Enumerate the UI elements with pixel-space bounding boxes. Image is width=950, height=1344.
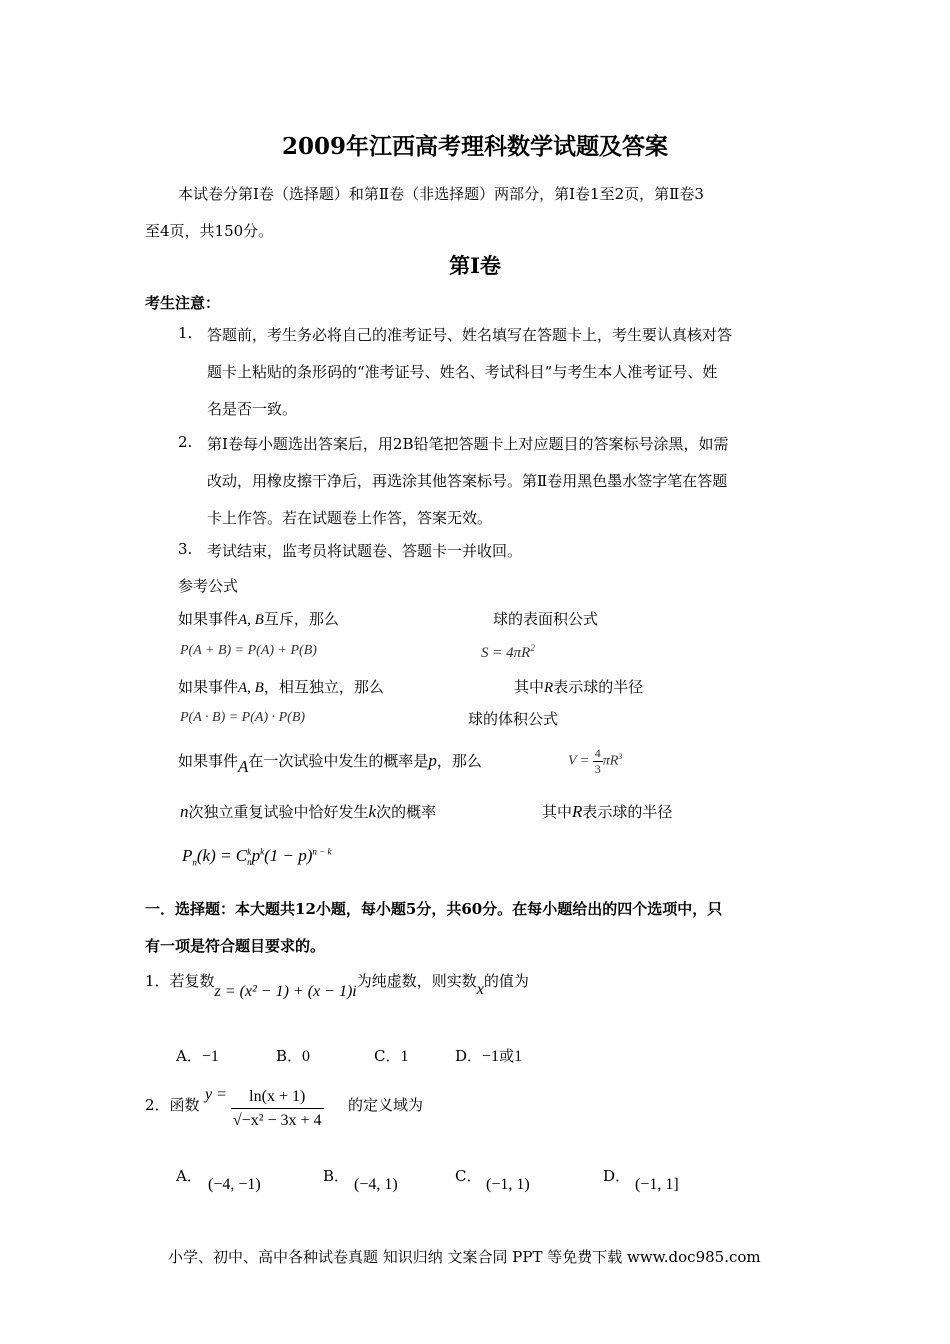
question-2-text: 的定义域为 xyxy=(348,1096,424,1114)
notice-item-3-line-1: 考试结束，监考员将试题卷、答题卡一并收回。 xyxy=(207,542,523,560)
sphere-area-label: 球的表面积公式 xyxy=(493,610,599,628)
question-2-option-b-label: B． xyxy=(323,1167,350,1185)
formula-addition-rule: P(A + B) = P(A) + P(B) xyxy=(180,643,317,658)
notice-heading: 考生注意： xyxy=(145,294,221,312)
question-2-number: 2．函数 xyxy=(145,1096,200,1114)
question-2-option-b-value: (−4, 1) xyxy=(354,1176,398,1193)
question-2-option-c-label: C． xyxy=(455,1167,482,1185)
intro-line-2: 至4页，共150分。 xyxy=(145,222,274,240)
part1-instructions-line-1: 一．选择题：本大题共12小题，每小题5分，共60分。在每小题给出的四个选项中，只 xyxy=(145,900,723,918)
formula-independent-text: 如果事件A, B，相互独立，那么 xyxy=(178,678,384,696)
question-2-option-d-value: (−1, 1] xyxy=(635,1176,679,1193)
notice-item-2-line-2: 改动，用橡皮擦干净后，再选涂其他答案标号。第Ⅱ卷用黑色墨水签字笔在答题 xyxy=(207,472,728,490)
sphere-area-formula: $S = 4\pi R^2$ xyxy=(481,643,535,661)
notice-item-2-line-1: 第Ⅰ卷每小题选出答案后，用2B铅笔把答题卡上对应题目的答案标号涂黑，如需 xyxy=(207,435,729,453)
notice-item-1-num: 1. xyxy=(178,324,193,342)
question-1-option-b: B．0 xyxy=(276,1047,311,1065)
formula-bernoulli-text: n次独立重复试验中恰好发生k次的概率 xyxy=(180,802,437,821)
notice-item-2-line-3: 卡上作答。若在试题卷上作答，答案无效。 xyxy=(207,509,493,527)
formula-multiplication-rule: P(A · B) = P(A) · P(B) xyxy=(180,710,306,725)
question-2-option-c-value: (−1, 1) xyxy=(486,1176,530,1193)
formula-event-probability-text: 如果事件A在一次试验中发生的概率是p，那么 xyxy=(178,751,482,776)
radius-note-2: 其中R表示球的半径 xyxy=(542,802,673,821)
notice-item-3-num: 3. xyxy=(178,540,193,558)
notice-item-1-line-2: 题卡上粘贴的条形码的“准考证号、姓名、考试科目”与考生本人准考证号、姓 xyxy=(207,363,718,381)
question-2-expression: y = $\frac{\ln(x + 1)}{\text{√−x² − 3x + 4}}$ xyxy=(205,1085,322,1129)
question-1-option-d: D．−1或1 xyxy=(455,1047,523,1065)
question-2-option-a-label: A． xyxy=(176,1167,202,1185)
question-2-option-a-value: (−4, −1) xyxy=(208,1176,261,1193)
intro-line-1: 本试卷分第Ⅰ卷（选择题）和第Ⅱ卷（非选择题）两部分，第Ⅰ卷1至2页，第Ⅱ卷3 xyxy=(178,185,704,203)
question-2-option-d-label: D． xyxy=(603,1167,631,1185)
question-1-number: 1．若复数 xyxy=(145,972,215,990)
sphere-volume-label: 球的体积公式 xyxy=(468,710,559,728)
notice-item-2-num: 2. xyxy=(178,433,193,451)
document-title: 2009年江西高考理科数学试题及答案 xyxy=(281,133,668,160)
section-heading: 第Ⅰ卷 xyxy=(449,253,501,278)
binomial-formula: $P_n(k) = C$ k n $p^k(1 - p)^{n - k}$ xyxy=(182,846,332,868)
question-1: 1．若复数z = (x² − 1) + (x − 1)i为纯虚数，则实数x的值为 xyxy=(145,972,529,1000)
formulas-heading: 参考公式 xyxy=(178,577,239,595)
formula-mutually-exclusive-text: 如果事件A, B互斥，那么 xyxy=(178,610,339,628)
radius-note-1: 其中R表示球的半径 xyxy=(514,678,644,696)
question-1-option-a: A．−1 xyxy=(176,1047,219,1065)
question-1-expression: z = (x² − 1) + (x − 1)i xyxy=(214,983,357,1000)
part1-instructions-line-2: 有一项是符合题目要求的。 xyxy=(145,937,326,955)
notice-item-1-line-3: 名是否一致。 xyxy=(207,400,298,418)
page-footer: 小学、初中、高中各种试卷真题 知识归纳 文案合同 PPT 等免费下载 www.doc985.com xyxy=(168,1248,761,1266)
notice-item-1-line-1: 答题前，考生务必将自己的准考证号、姓名填写在答题卡上，考生要认真核对答 xyxy=(207,326,733,344)
sphere-volume-formula: V = $\frac{4}{3}$ $\pi R^3$ xyxy=(568,746,623,776)
question-1-option-c: C．1 xyxy=(374,1047,409,1065)
